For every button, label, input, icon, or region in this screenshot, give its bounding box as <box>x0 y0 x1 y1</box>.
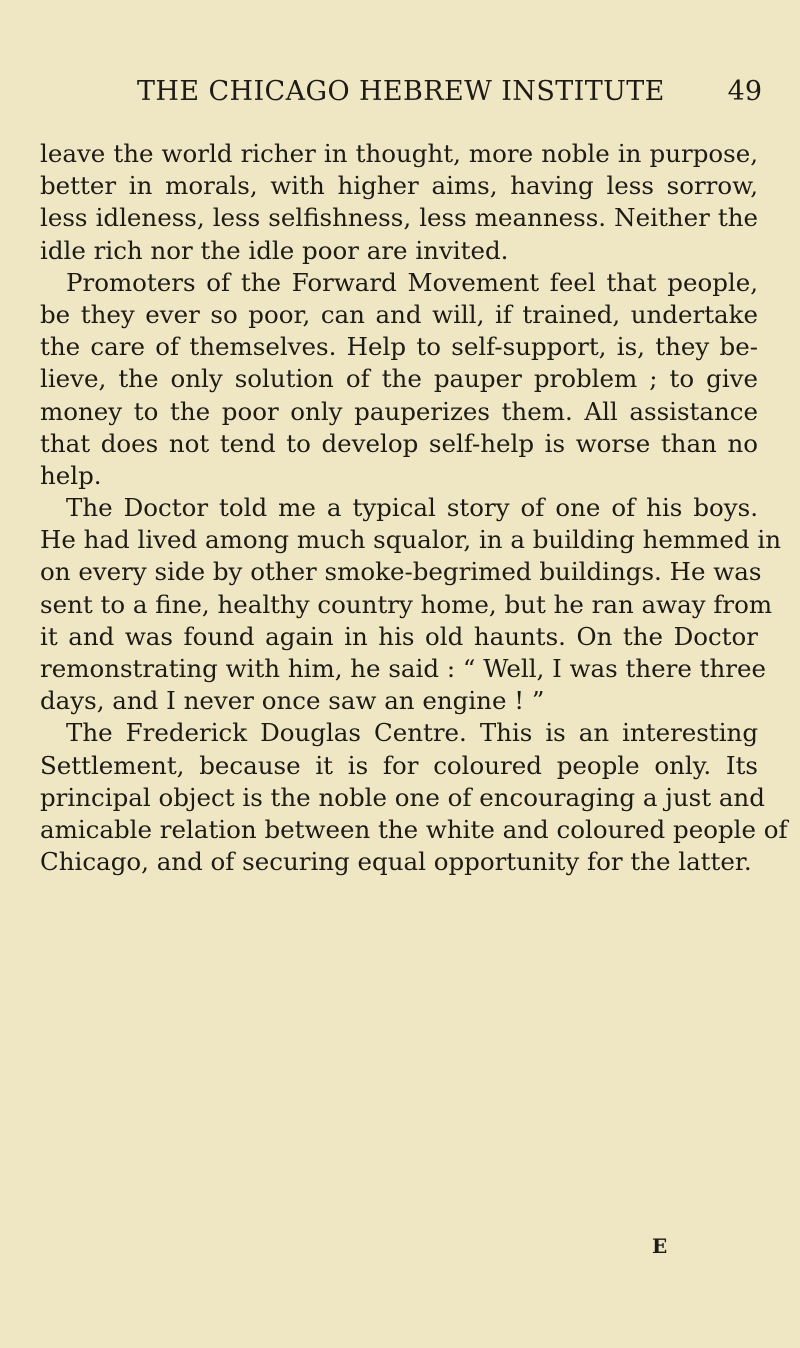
text-line: sent to a fine, healthy country home, but he ran away from <box>40 589 773 619</box>
body-text <box>40 138 788 878</box>
text-line: principal object is the noble one of encouraging a just and <box>40 782 765 812</box>
text-line: idle rich nor the idle poor are invited. <box>40 235 509 265</box>
text-line: leave the world richer in thought, more noble in purpose, <box>40 139 758 168</box>
text-line: the care of themselves. Help to self-support, is, they be- <box>40 332 758 362</box>
text-line: He had lived among much squalor, in a building hemmed in <box>40 525 781 555</box>
text-line: amicable relation between the white and coloured people of <box>40 814 788 844</box>
text-line: The Doctor told me a typical story of one of his boys. <box>66 493 758 523</box>
text-line: The Frederick Douglas Centre. This is an interesting <box>66 718 758 748</box>
text-line: Settlement, because it is for coloured people only. Its <box>40 750 758 780</box>
text-line: that does not tend to develop self-help is worse than no <box>40 428 758 458</box>
text-line: help. <box>40 460 102 490</box>
text-line: Chicago, and of securing equal opportunity for the latter. <box>40 847 752 877</box>
text-line: on every side by other smoke-begrimed buildings. He was <box>40 557 762 587</box>
text-line: Promoters of the Forward Movement feel that people, <box>66 267 758 297</box>
text-line: days, and I never once saw an engine ! ” <box>40 686 545 716</box>
signature-mark: E <box>652 1234 668 1258</box>
text-line: it and was found again in his old haunts. On the Doctor <box>40 621 758 651</box>
text-line: better in morals, with higher aims, having less sorrow, <box>40 171 758 201</box>
running-title: THE CHICAGO HEBREW INSTITUTE <box>137 76 665 107</box>
text-line: be they ever so poor, can and will, if trained, undertake <box>40 299 758 329</box>
text-line: remonstrating with him, he said : “ Well, I was there three <box>40 654 766 683</box>
text-line: less idleness, less selfishness, less meanness. Neither the <box>40 203 758 233</box>
text-line: lieve, the only solution of the pauper problem ; to give <box>40 364 758 394</box>
page-number: 49 <box>727 76 762 107</box>
running-head <box>40 76 780 112</box>
text-line: money to the poor only pauperizes them. All assistance <box>40 396 758 426</box>
